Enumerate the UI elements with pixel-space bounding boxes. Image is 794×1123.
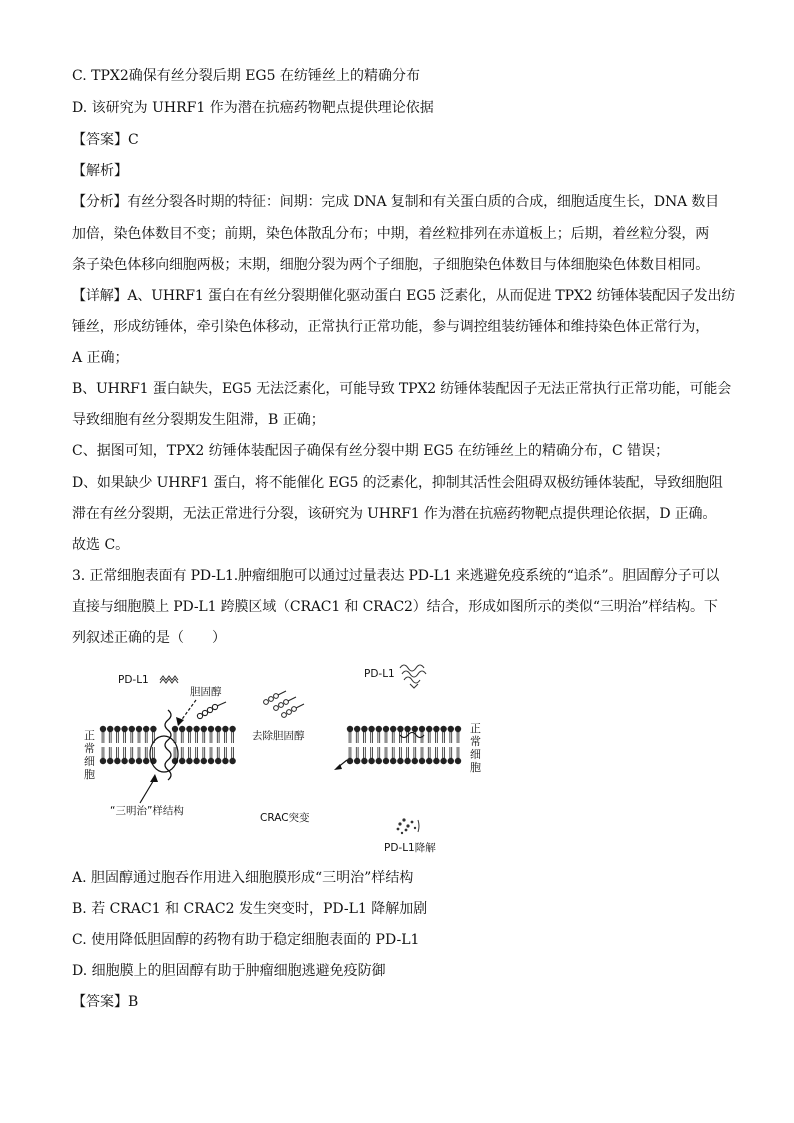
detail-line-4: B、UHRF1 蛋白缺失，EG5 无法泛素化，可能导致 TPX2 纺锤体装配因子无法正常执行正常功能，可能会 (72, 381, 732, 397)
detail-line-7: D、如果缺少 UHRF1 蛋白，将不能催化 EG5 的泛素化，抑制其活性会阻碍双极纺锤体装配，导致细胞阻 (72, 475, 723, 491)
detail-line-3: A 正确； (72, 350, 129, 366)
removed-cholesterol (264, 691, 304, 717)
question-3-line-1: 3. 正常细胞表面有 PD-L1.肿瘤细胞可以通过过量表达 PD-L1 来逃避免疫系统的“追杀”。胆固醇分子可以 (72, 568, 720, 584)
right-membrane (347, 726, 461, 764)
label-cholesterol: 胆固醇 (190, 686, 222, 698)
left-membrane (100, 726, 236, 764)
label-crac-mutation: CRAC突变 (260, 812, 310, 824)
detail-line-5: 导致细胞有丝分裂期发生阻滞，B 正确； (72, 412, 325, 428)
label-pdl1-left: PD-L1 (118, 674, 149, 686)
option-a: A. 胆固醇通过胞吞作用进入细胞膜形成“三明治”样结构 (72, 870, 414, 886)
label-normal-cell-right: 正常细胞 (470, 722, 481, 774)
answer-question-3: 【答案】B (72, 994, 139, 1010)
label-sandwich: “三明治”样结构 (110, 805, 184, 817)
option-c-prev-question: C. TPX2确保有丝分裂后期 EG5 在纺锤丝上的精确分布 (72, 68, 420, 84)
detail-line-1: 【详解】A、UHRF1 蛋白在有丝分裂期催化驱动蛋白 EG5 泛素化，从而促进 TPX2 纺锤体装配因子发出纺 (72, 288, 736, 304)
left-pdl1-protein (160, 676, 178, 683)
right-membrane-helix (400, 733, 424, 738)
cholesterol-arrow (180, 700, 196, 722)
option-c: C. 使用降低胆固醇的药物有助于稳定细胞表面的 PD-L1 (72, 932, 420, 948)
degraded-pdl1 (397, 818, 419, 834)
analysis-line-1: 【分析】有丝分裂各时期的特征：间期：完成 DNA 复制和有关蛋白质的合成，细胞适度生长，DNA 数目 (72, 194, 720, 210)
analysis-heading: 【解析】 (72, 163, 128, 179)
question-3-line-2: 直接与细胞膜上 PD-L1 跨膜区域（CRAC1 和 CRAC2）结合，形成如图所示的类似“三明治”样结构。下 (72, 599, 718, 615)
option-d: D. 细胞膜上的胆固醇有助于肿瘤细胞逃避免疫防御 (72, 963, 386, 979)
question-3-line-3: 列叙述正确的是（ ） (72, 630, 226, 646)
label-remove-cholesterol: 去除胆固醇 (252, 730, 305, 742)
detail-line-2: 锤丝，形成纺锤体，牵引染色体移动，正常执行正常功能，参与调控组装纺锤体和维持染色体正常行为， (72, 319, 710, 335)
option-d-prev-question: D. 该研究为 UHRF1 作为潜在抗癌药物靶点提供理论依据 (72, 100, 434, 116)
detail-line-8: 滞在有丝分裂期，无法正常进行分裂，该研究为 UHRF1 作为潜在抗癌药物靶点提供理论依据，D 正确。 (72, 506, 717, 522)
option-b: B. 若 CRAC1 和 CRAC2 发生突变时，PD-L1 降解加剧 (72, 901, 428, 917)
label-pdl1-right: PD-L1 (364, 668, 395, 680)
right-pdl1-protein (400, 665, 426, 688)
label-normal-cell-left: 正常细胞 (84, 729, 95, 781)
cholesterol-molecule (197, 702, 226, 719)
conclusion-line: 故选 C。 (72, 537, 130, 553)
answer-prev-question: 【答案】C (72, 132, 139, 148)
analysis-line-3: 条子染色体移向细胞两极；末期，细胞分裂为两个子细胞，子细胞染色体数目与体细胞染色体数目相同。 (72, 257, 710, 273)
label-pdl1-degraded: PD-L1降解 (384, 842, 436, 854)
analysis-line-2: 加倍，染色体数目不变；前期，染色体散乱分布；中期，着丝粒排列在赤道板上；后期，着丝粒分裂，两 (72, 226, 710, 242)
detail-line-6: C、据图可知，TPX2 纺锤体装配因子确保有丝分裂中期 EG5 在纺锤丝上的精确分布，C 错误； (72, 443, 670, 459)
left-pdl1-transmembrane (165, 710, 171, 780)
